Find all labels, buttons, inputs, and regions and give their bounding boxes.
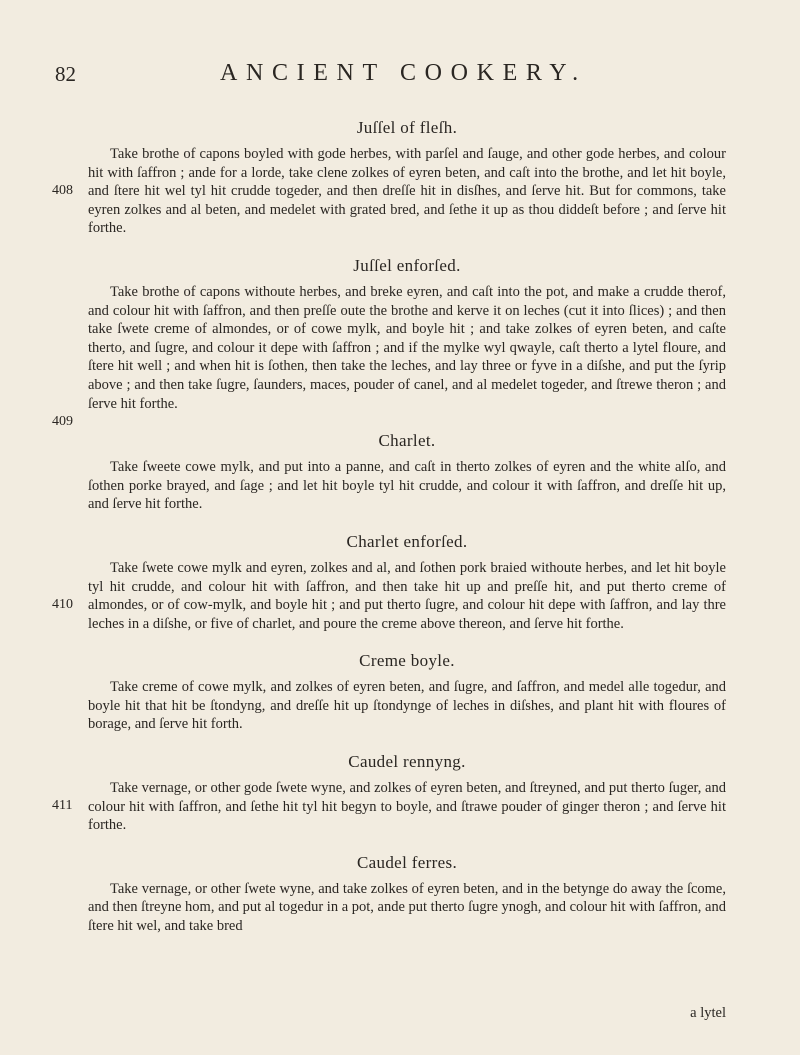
recipe-text: 409 Take brothe of capons withoute herbes, and breke eyren, and caſt into the pot, and make a cruddе therof, and colour hit with ſaffron, and then preſſe oute the brothe and kerve it on leches (cut it into ſlices) ; and then take ſwete creme of almondes, or of cowe mylk, and boyle hit ; and take zolkes of eyren beten, and caſte therto, and ſugre, and colour it depe with ſaffron ; and if the mylke wyl qwayle, caſt therto a lytel floure, and ſtere hit well ; and when hit is ſothen, then take the leches, and lay three or fyve in a diſshe, and put the ſyrip above ; and then take ſugre, ſaunders, maces, pouder of canel, and al medelet togeder, and ſtrewe theron ; and ſerve hit forthe. — [88, 283, 726, 413]
recipe-heading: Charlet enforſed. — [346, 531, 468, 551]
recipe-jussel-of-flesh — [52, 118, 726, 238]
recipe-heading: Charlet. — [378, 431, 436, 451]
recipe-heading: Juſſel of fleſh. — [356, 118, 458, 137]
running-title: ANCIENT COOKERY. — [220, 60, 587, 86]
recipe-heading: Caudel rennyng. — [348, 752, 466, 772]
recipe-text: 408 Take brothe of capons boyled with gode herbes, with parſel and ſauge, and other gode herbes, and colour hit with ſaffron ; ande for a lorde, take clene zolkes of eyren beten, and caſt into the brothe, and let hit boyle, and ſtere hit wel tyl hit cruddе togeder, and then dreſſe hit in disſhes, and ſerve hit. But for commons, take eyren zolkes and al beten, and medelet with grated bred, and ſethe it up as thou diddeſt before ; and ſerve hit forthe. — [52, 146, 726, 237]
catchword: a lytel — [690, 1005, 726, 1021]
margin-line-number: 410 — [52, 596, 73, 612]
recipe-text: 410 Take ſwete cowe mylk and eyren, zolkes and al, and ſothen pork braied withoute herbes, and let hit boyle tyl hit cruddе, and colour hit with ſaffron, and then take hit up and preſſe hit, and put therto creme of almondes, or of cow-mylk, and boyle hit ; and put therto ſugre, and colour hit depe with ſaffron, and lay thre leches in a diſshe, or five of charlet, and poure the creme above thereon, and ſerve hit forthe. — [52, 559, 726, 632]
recipe-text: Take vernage, or other ſwete wyne, and take zolkes of eyren beten, and in the betynge do away the ſcome, and then ſtreyne hom, and put al togedur in a pot, ande put therto ſugre ynogh, and colour hit with ſaffron, and ſtere hit wel, and take bred — [88, 880, 726, 935]
recipe-heading: Caudel ferres. — [356, 852, 458, 872]
recipe-caudel-rennyng — [52, 752, 726, 835]
recipe-jussel-enforsed — [52, 255, 726, 429]
recipe-caudel-ferres — [88, 853, 726, 936]
recipe-charlet — [88, 431, 726, 514]
running-head — [0, 60, 800, 94]
margin-line-number: 411 — [52, 798, 73, 814]
recipe-heading: Creme boyle. — [359, 651, 455, 671]
recipe-text: 411 Take vernage, or other gode ſwete wyne, and zolkes of eyren beten, and ſtreyned, and put therto ſuger, and colour hit with ſaffron, and ſethe hit tyl hit begyn to boyle, and ſtrawe pouder of ginger theron ; and ſerve hit forthe. — [52, 780, 726, 834]
recipe-heading: Juſſel enforſed. — [353, 255, 461, 275]
margin-line-number: 408 — [52, 183, 73, 198]
page-number: 82 — [55, 62, 76, 86]
recipe-creme-boyle — [88, 651, 726, 734]
body-text — [52, 118, 726, 936]
recipe-text: Take ſweete cowe mylk, and put into a panne, and caſt in therto zolkes of eyren and the white alſo, and ſothen porke brayed, and ſage ; and let hit boyle tyl hit cruddе, and colour it with ſaffron, and dreſſe hit up, and ſerve hit forthe. — [88, 459, 726, 513]
margin-line-number: 409 — [52, 413, 73, 429]
recipe-text: Take creme of cowe mylk, and zolkes of eyren beten, and ſugre, and ſaffron, and medel alle togedur, and boyle hit that hit be ſtondyng, and dreſſe hit up ſtondynge of leches in diſshes, and plant hit with floures of borage, and ſerve hit forth. — [88, 679, 726, 733]
recipe-charlet-enforsed — [52, 531, 726, 633]
